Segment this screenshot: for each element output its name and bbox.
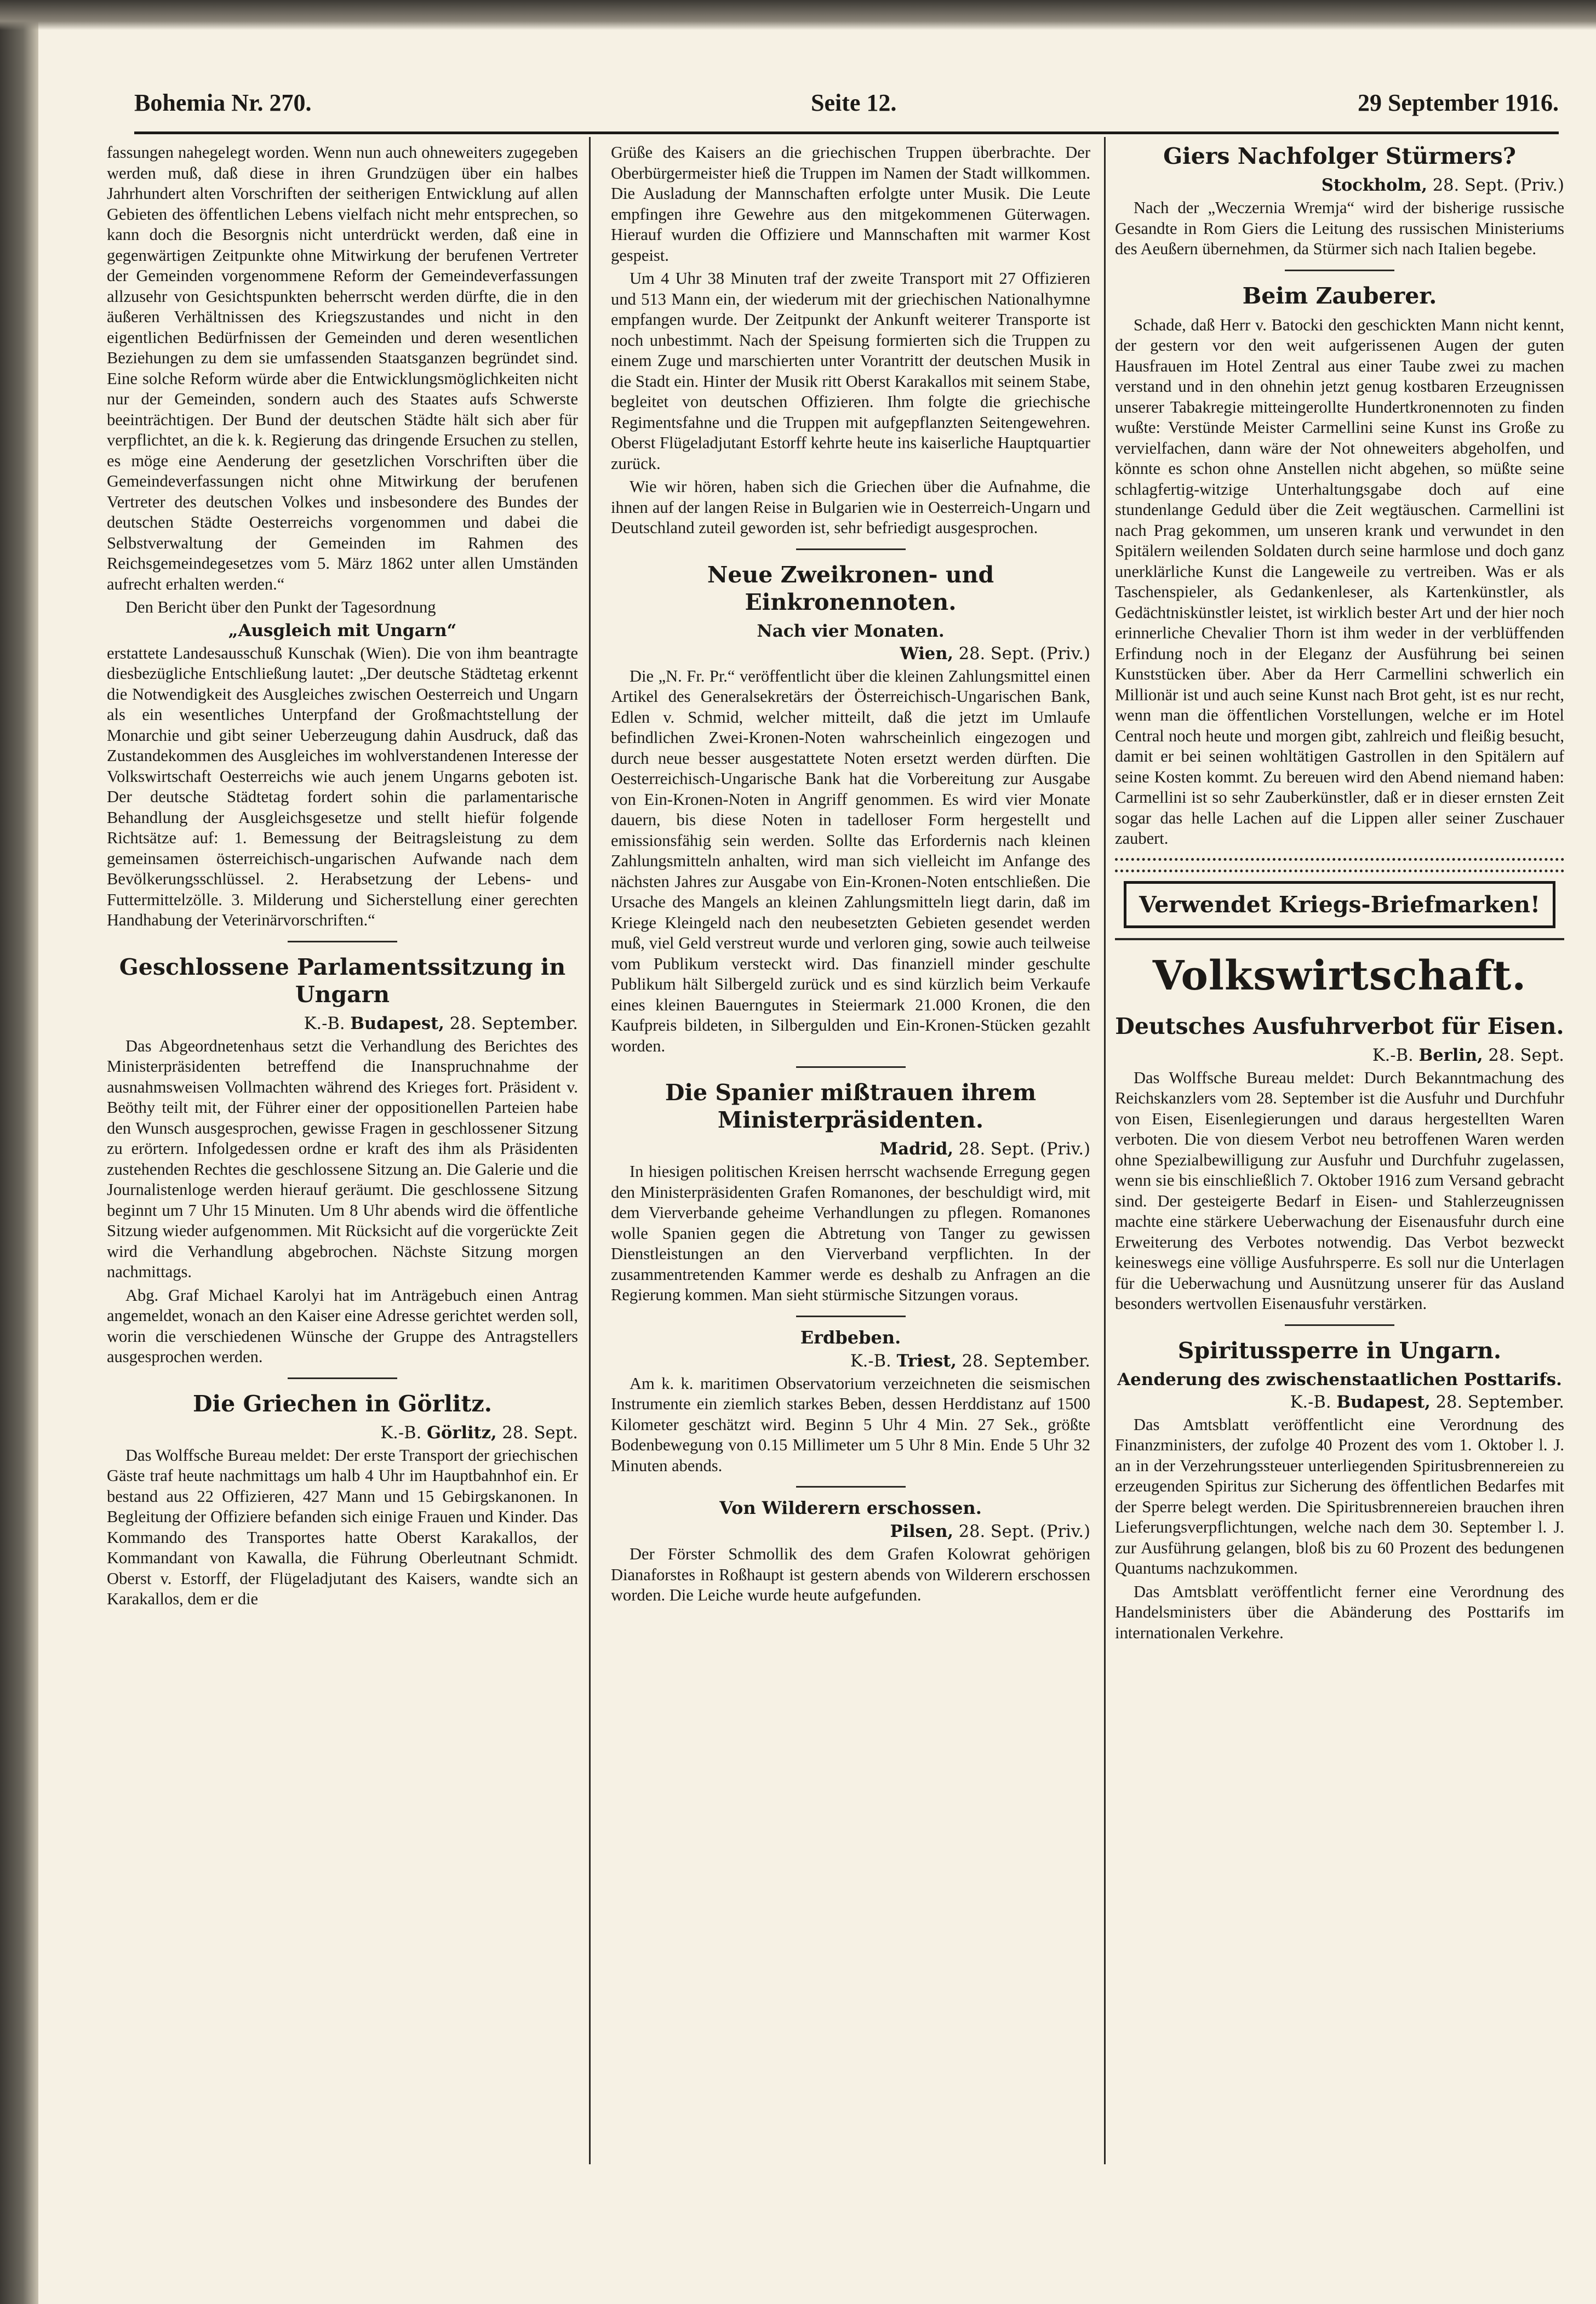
subheadline: Nach vier Monaten.	[757, 621, 945, 641]
article-paragraph: erstattete Landesausschuß Kunschak (Wien). Die von ihm beantragte diesbezügliche Entschließung lautet: „Der deutsche Städtetag erkennt die Notwendigkeit des Ausgleiches zwischen Oesterreich und Ungarn als ein wesentliches Unterpfand der Großmachtstellung der Monarchie und gibt seiner Ueberzeugung dahin Ausdruck, daß das Zustandekommen des Ausgleiches im wohlverstandenen Interesse der Volkswirtschaft Oesterreichs wie auch jenem Ungarns geboten ist. Der deutsche Städtetag fordert sohin die parlamentarische Behandlung der Ausgleichsgesetze und stellt hiefür folgende Richtsätze auf: 1. Bemessung der Beitragsleistung zu dem gemeinsamen österreichisch-ungarischen Aufwande nach dem Bevölkerungsschlüssel. 2. Herabsetzung der Lebens- und Futtermittelzölle. 3. Milderung und Sicherstellung einer gerechten Handhabung der Veterinärvorschriften.“	[107, 643, 578, 929]
divider	[796, 1486, 906, 1488]
dateline: K.-B. Görlitz, 28. Sept.	[380, 1422, 578, 1443]
article-paragraph: fassungen nahegelegt worden. Wenn nun auch ohneweiters zugegeben werden muß, daß diese in ihren Grundzügen über ein halbes Jahrhundert alten Vorschriften der seitherigen Entwicklung auf allen Gebieten des öffentlichen Lebens vielfach nicht mehr entsprechen, so kann doch die Besorgnis nicht unterdrückt werden, daß eine in gegenwärtigen Zeitpunkte ohne Mitwirkung der berufenen Vertreter der Gemeinden vorgenommene Reform der Gemeindeverfassungen allzusehr von Gesichtspunkten beherrscht werden dürfte, die in den äußeren Verhältnissen des Kriegszustandes und nicht in den eigentlichen Bedürfnissen der Gemeinden und deren wesentlichen Beziehungen zu dem sie umfassenden Staatsganzen begründet sind. Eine solche Reform würde aber die Entwicklungsmöglichkeiten nicht nur der Gemeinden, sondern auch des Staates aufs Schwerste beeinträchtigen. Der Bund der deutschen Städte hält sich aber für verpflichtet, an die k. k. Regierung das dringende Ersuchen zu stellen, es möge eine Aenderung der gesetzlichen Vorschriften über die Gemeindeverfassungen nicht ohne Mitwirkung der berufenen Vertreter des deutschen Volkes und insbesondere des Bundes der deutschen Städte Oesterreichs vorgenommen und dabei die Selbstverwaltung der Gemeinden im Rahmen des Reichsgemeindegesetzes vom 5. März 1862 unter allen Umständen aufrecht erhalten werden.“	[107, 143, 578, 593]
column-2	[611, 142, 1090, 2170]
divider	[1285, 1324, 1394, 1326]
article-paragraph: Grüße des Kaisers an die griechischen Truppen überbrachte. Der Oberbürgermeister hieß die Truppen im Namen der Stadt willkommen. Die Ausladung der Mannschaften erfolgte unter Musik. Die Leute empfingen ihre Gewehre aus den mitgekommenen Güterwagen. Hierauf wurden die Offiziere und Mannschaften mit warmer Kost gespeist.	[611, 143, 1090, 265]
header-rule	[134, 132, 1559, 134]
headline: Erdbeben.	[800, 1327, 901, 1348]
column-1	[107, 142, 578, 2170]
subheadline: „Ausgleich mit Ungarn“	[228, 620, 457, 641]
article-paragraph: Das Wolffsche Bureau meldet: Der erste Transport der griechischen Gäste traf heute nachmittags um halb 4 Uhr im Hauptbahnhof ein. Er bestand aus 22 Offizieren, 427 Mann und 15 Gebirgskanonen. In Begleitung der Offiziere befanden sich einige Frauen und Kinder. Das Kommando des Transportes hatte Oberst Karakallos, der Kommandant von Kawalla, die Führung Oberleutnant Schmidt. Oberst v. Estorff, der Flügeladjutant des Kaisers, wandte sich an Karakallos, dem er die	[107, 1445, 578, 1608]
headline: Die Griechen in Görlitz.	[193, 1390, 492, 1417]
dateline: Madrid, 28. Sept. (Priv.)	[879, 1139, 1090, 1159]
headline: Geschlossene Parlamentssitzung in Ungarn	[119, 953, 566, 1008]
page-header	[134, 82, 1559, 123]
section-title: Volkswirtschaft.	[1152, 952, 1527, 999]
ornamental-rule	[1115, 858, 1564, 872]
article-paragraph: Das Amtsblatt veröffentlicht ferner eine Verordnung des Handelsministers über die Abänderung des Posttarifs im internationalen Verkehre.	[1115, 1582, 1564, 1642]
divider	[796, 1066, 906, 1068]
dateline: K.-B. Budapest, 28. September.	[304, 1013, 578, 1033]
headline: Deutsches Ausfuhrverbot für Eisen.	[1115, 1013, 1564, 1039]
headline: Giers Nachfolger Stürmers?	[1163, 143, 1516, 169]
subheadline: Aenderung des zwischenstaatlichen Posttarifs.	[1117, 1369, 1562, 1390]
dateline: K.-B. Berlin, 28. Sept.	[1372, 1045, 1564, 1065]
war-stamp-notice: Verwendet Kriegs-Briefmarken!	[1124, 881, 1555, 928]
dateline: Stockholm, 28. Sept. (Priv.)	[1321, 175, 1564, 195]
article-paragraph: Den Bericht über den Punkt der Tagesordnung	[125, 598, 436, 616]
article-paragraph: In hiesigen politischen Kreisen herrscht wachsende Erregung gegen den Ministerpräsidenten Grafen Romanones, der beschuldigt wird, mit dem Vierverbande geheime Verhandlungen zu pflegen. Romanones wolle Spanien gegen die Abtretung von Tanger zu gewissen Dienstleistungen an den Vierverband verpflichten. In der zusammentretenden Kammer werde es deshalb zu Anfragen an die Regierung kommen. Man sieht stürmische Sitzungen voraus.	[611, 1162, 1090, 1304]
headline: Von Wilderern erschossen.	[719, 1497, 982, 1518]
issue-date: 29 September 1916.	[1357, 89, 1559, 116]
article-paragraph: Schade, daß Herr v. Batocki den geschickten Mann nicht kennt, der gestern vor den weit aufgerissenen Augen der guten Hausfrauen im Hotel Zentral aus einer Taube zwei zu machen verstand und in den ohnehin jetzt genug kostbaren Erzeugnissen unserer Tabakregie mitteingerollte Hundertkronennoten zu finden wußte: Verstünde Meister Carmellini seine Kunst ins Große zu vervielfachen, dann wäre der Not ohneweiters abgeholfen, und könnte es schon ohne Anstellen nicht abgehen, so müßte seine schlagfertig-witzige Unterhaltungsgabe doch auf eine stundenlange Geduld über die Zeit wegtäuschen. Carmellini ist nach Prag gekommen, um unseren krank und verwundet in den Spitälern weilenden Soldaten durch seine harmlose und doch ganz unerklärliche Kunst die Langeweile zu vertreiben. Was er als Taschenspieler, als Gedankenleser, als Kartenkünstler, als Gedächtniskünstler leistet, ist wirklich bester Art und der hier noch erinnerliche Chevalier Thorn ist ihm weder in der verblüffenden Erfindung noch in der Eleganz der Ausführung bei seinen Kunststücken über. Aber da Herr Carmellini schwerlich ein Millionär ist und auch seine Kunst nach Brot geht, ist es nur recht, wenn man die öffentlichen Vorstellungen, welche er im Hotel Central noch heute und morgen gibt, zahlreich und fleißig besucht, damit er bei seinen wohltätigen Gastrollen in den Spitälern auf seine Kosten kommt. Zu bereuen wird den Abend niemand haben: Carmellini ist so sehr Zauberkünstler, daß er in dieser ernsten Zeit sogar das helle Lachen auf die Lippen aller seiner Zuschauer zaubert.	[1115, 315, 1564, 848]
article-paragraph: Das Abgeordnetenhaus setzt die Verhandlung des Berichtes des Ministerpräsidenten betreffend die Inanspruchnahme der ausnahmsweisen Vollmachten während des Krieges fort. Präsident v. Beöthy teilt mit, der Führer einer der oppositionellen Parteien habe den Wunsch ausgesprochen, gewisse Fragen in geschlossener Sitzung zu erörtern. Infolgedessen ordne er kraft des ihm als Präsidenten zustehenden Rechtes die geschlossene Sitzung an. Die Galerie und die Journalistenloge werden hierauf geräumt. Die geschlossene Sitzung beginnt um 7 Uhr 15 Minuten. Um 8 Uhr abends wird die öffentliche Sitzung wieder aufgenommen. Mit Rücksicht auf die vorgerückte Zeit wird die Verhandlung abgebrochen. Nächste Sitzung morgen nachmittags.	[107, 1036, 578, 1281]
dateline: K.-B. Triest, 28. September.	[850, 1351, 1090, 1371]
column-divider-1	[589, 137, 591, 2164]
column-divider-2	[1104, 137, 1106, 2164]
article-paragraph: Der Förster Schmollik des dem Grafen Kolowrat gehörigen Dianaforstes in Roßhaupt ist gestern abends von Wilderern erschossen worden. Die Leiche wurde heute aufgefunden.	[611, 1545, 1090, 1604]
page-number: Seite 12.	[811, 89, 897, 116]
scan-top-edge	[0, 0, 1596, 30]
divider	[1115, 938, 1564, 940]
divider	[288, 941, 397, 942]
article-paragraph: Das Wolffsche Bureau meldet: Durch Bekanntmachung des Reichskanzlers vom 28. September ist die Ausfuhr und Durchfuhr von Eisen, Eisenlegierungen und daraus hergestellten Waren verboten. Die von diesem Verbot neu betroffenen Waren werden ohne Spezialbewilligung zur Ausfuhr und Durchfuhr zugelassen, wenn sie bis einschließlich 7. Oktober 1916 zum Versand gebracht sind. Der gesteigerte Bedarf in Eisen- und Stahlerzeugnissen machte eine stärkere Ueberwachung der Eisenausfuhr durch eine Erweiterung des Verbotes notwendig. Das Verbot bezweckt keineswegs eine völlige Ausfuhrsperre. Es soll nur die Unterlagen für die Ueberwachung und Ausnützung unserer für das Ausland besonders wertvollen Eisenausfuhr verstärken.	[1115, 1068, 1564, 1313]
divider	[1285, 270, 1394, 271]
column-3	[1115, 142, 1564, 2170]
headline: Spiritussperre in Ungarn.	[1177, 1337, 1502, 1364]
dateline: K.-B. Budapest, 28. September.	[1290, 1392, 1564, 1412]
article-paragraph: Abg. Graf Michael Karolyi hat im Anträgebuch einen Antrag angemeldet, wonach an den Kaiser eine Adresse gerichtet werden soll, worin die verschiedenen Wünsche der Gruppe des Antragstellers ausgesprochen werden.	[107, 1285, 578, 1366]
headline: Die Spanier mißtrauen ihrem Ministerpräsidenten.	[665, 1079, 1037, 1133]
article-paragraph: Wie wir hören, haben sich die Griechen über die Aufnahme, die ihnen auf der langen Reise in Bulgarien wie in Oesterreich-Ungarn und Deutschland zuteil geworden ist, sehr befriedigt ausgesprochen.	[611, 477, 1090, 537]
article-paragraph: Das Amtsblatt veröffentlicht eine Verordnung des Finanzministers, der zufolge 40 Prozent des vom 1. Oktober l. J. an in der Verzehrungssteuer unterliegenden Spiritusbrennereien zu erzeugenden Spiritus zur Sicherung des öffentlichen Bedarfes mit der Sperre belegt werden. Die Spiritusbrennereien brauchen ihren Lieferungsverpflichtungen, welche nach dem 30. September l. J. zur Ausführung gelangen, bloß bis zu 60 Prozent des bedungenen Quantums nachzukommen.	[1115, 1415, 1564, 1577]
scan-binding-edge	[0, 0, 38, 2304]
paper-issue: Bohemia Nr. 270.	[134, 89, 312, 116]
divider	[288, 1377, 397, 1379]
divider	[796, 1316, 906, 1317]
article-paragraph: Nach der „Weczernia Wremja“ wird der bisherige russische Gesandte in Rom Giers die Leitung des russischen Ministeriums des Aeußern übernehmen, da Stürmer sich nach Italien begebe.	[1115, 198, 1564, 258]
article-paragraph: Die „N. Fr. Pr.“ veröffentlicht über die kleinen Zahlungsmittel einen Artikel des Generalsekretärs der Österreichisch-Ungarischen Bank, Edlen v. Schmid, welcher mitteilt, daß die jetzt im Umlaufe befindlichen Zwei-Kronen-Noten wahrscheinlich eingezogen und durch neue besser ausgestattete Noten ersetzt werden dürften. Die Oesterreichisch-Ungarische Bank hat die Vorbereitung zur Ausgabe von Ein-Kronen-Noten in Angriff genommen. Es wird vier Monate dauern, bis diese Noten in tadelloser Form hergestellt und emissionsfähig sein werden. Sollte das Erfordernis nach kleinen Zahlungsmitteln anhalten, wird man sich vielleicht im Anfange des nächsten Jahres zur Ausgabe von Ein-Kronen-Noten entschließen. Die Ursache des Mangels an kleinen Zahlungsmitteln liegt darin, daß im Kriege Kleingeld nach den neubesetzten Gebieten gesendet werden muß, viel Geld verstreut wurde und verloren ging, sowie auch teilweise vom Publikum versteckt wird. Das finanziell minder geschulte Publikum hält Silbergeld zurück und es sind kürzlich beim Verkaufe eines kleinen Bauerngutes in Steiermark 21.000 Kronen, die den Kaufpreis bildeten, in Silbergulden und Ein-Kronen-Stücken gezahlt worden.	[611, 666, 1090, 1055]
headline: Neue Zweikronen- und Einkronennoten.	[707, 561, 994, 615]
dateline: Pilsen, 28. Sept. (Priv.)	[890, 1522, 1090, 1541]
dateline: Wien, 28. Sept. (Priv.)	[900, 643, 1090, 664]
headline: Beim Zauberer.	[1242, 282, 1437, 309]
article-paragraph: Am k. k. maritimen Observatorium verzeichneten die seismischen Instrumente ein ziemlich starkes Beben, dessen Herddistanz auf 1500 Kilometer geschätzt wird. Beginn 5 Uhr 4 Min. 27 Sek., größte Bodenbewegung von 0.15 Millimeter um 5 Uhr 8 Min. Ende 5 Uhr 32 Minuten abends.	[611, 1374, 1090, 1475]
divider	[796, 548, 906, 550]
article-paragraph: Um 4 Uhr 38 Minuten traf der zweite Transport mit 27 Offizieren und 513 Mann ein, der wiederum mit der griechischen Nationalhymne empfangen wurde. Der Zeitpunkt der Ankunft weiterer Transporte ist noch unbestimmt. Nach der Speisung formierten sich die Truppen zu einem Zuge und marschierten unter Vorantritt der deutschen Musik in die Stadt ein. Hinter der Musik ritt Oberst Karakallos mit seinem Stabe, begleitet von deutschen Offizieren. Ihm folgte die griechische Regimentsfahne und die Truppen mit aufgepflanzten Seitengewehren. Oberst Flügeladjutant Estorff kehrte heute ins kaiserliche Hauptquartier zurück.	[611, 269, 1090, 473]
